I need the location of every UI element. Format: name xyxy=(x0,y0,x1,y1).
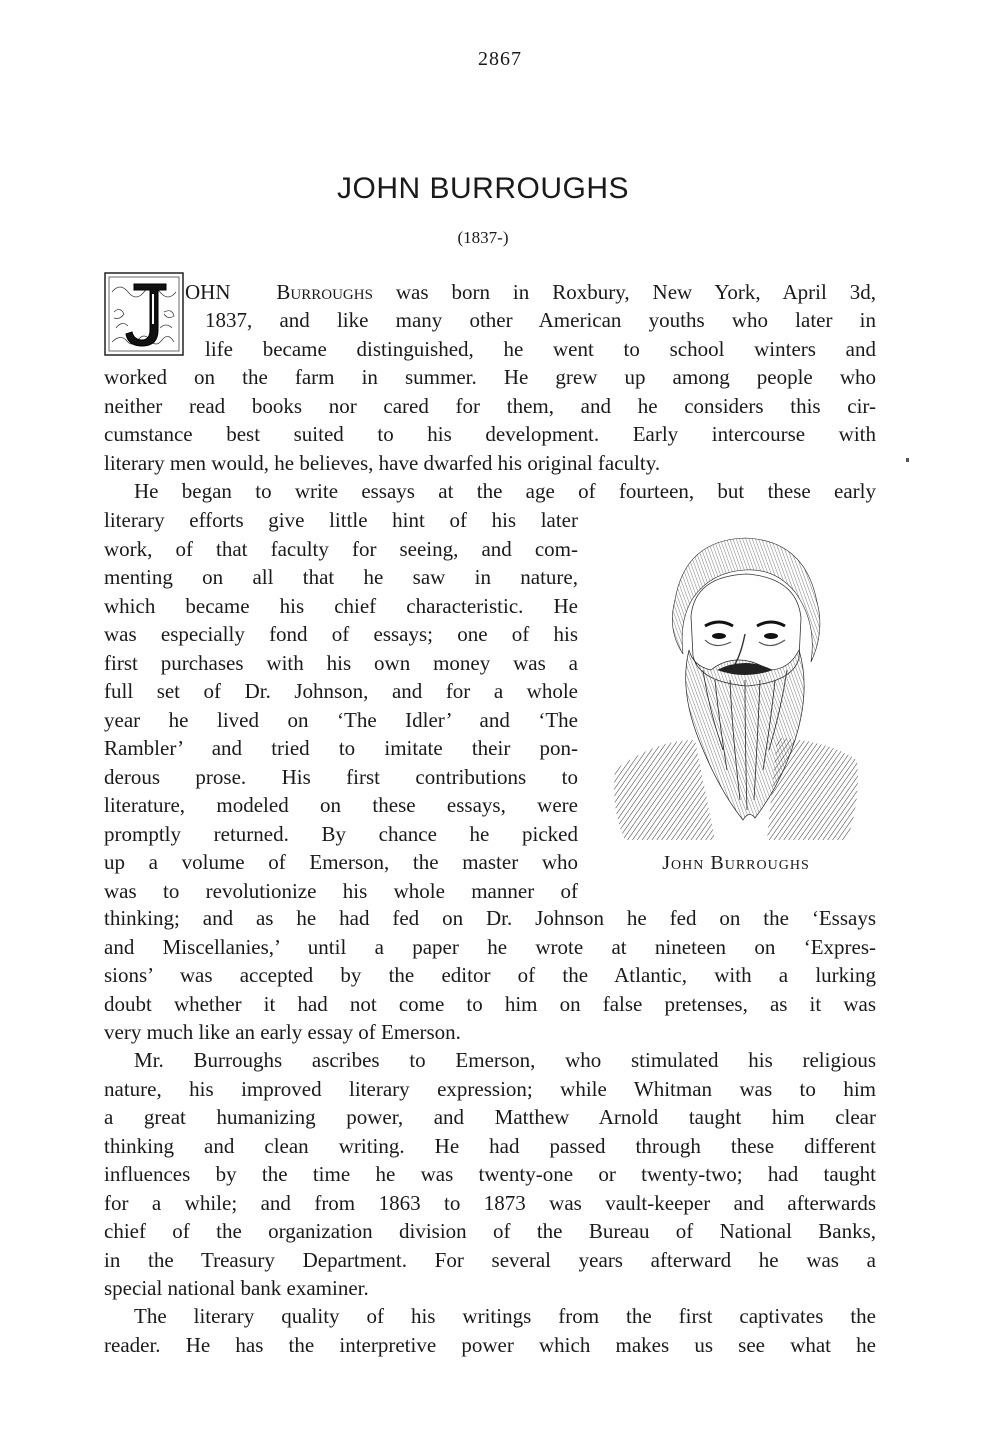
text-line: derous prose. His first contributions to xyxy=(104,764,578,789)
text-line: nature, his improved literary expression; while Whitman was to him xyxy=(104,1076,876,1101)
text-line: work, of that faculty for seeing, and com- xyxy=(104,536,578,561)
text-line: influences by the time he was twenty-one or twenty-two; had taught xyxy=(104,1162,876,1186)
text-line: in the Treasury Department. For several years afterward he was a xyxy=(104,1247,876,1272)
text-line: year he lived on ‘The Idler’ and ‘The xyxy=(104,707,578,732)
page-title: JOHN BURROUGHS xyxy=(336,172,629,205)
text-line: full set of Dr. Johnson, and for a whole xyxy=(104,679,578,703)
paragraph-1-rest xyxy=(104,363,876,477)
text-line: was especially fond of essays; one of his xyxy=(104,622,578,646)
text-line: a great humanizing power, and Matthew Arnold taught him clear xyxy=(104,1105,876,1129)
paragraph-4 xyxy=(104,1302,876,1359)
paragraph-2-line-1: He began to write essays at the age of fourteen, but these early xyxy=(134,479,876,503)
text-line: literature, modeled on these essays, were xyxy=(104,793,578,817)
text-line: The literary quality of his writings from the first captivates the xyxy=(134,1304,876,1328)
first-surname: Burroughs xyxy=(276,280,373,304)
text-line: and Miscellanies,’ until a paper he wrote at nineteen on ‘Expres- xyxy=(104,934,876,959)
ornate-initial-j-icon xyxy=(104,272,184,356)
ink-speck xyxy=(906,458,909,462)
text-line: Rambler’ and tried to imitate their pon- xyxy=(104,736,578,760)
portrait-caption: John Burroughs xyxy=(662,852,810,874)
text-line: reader. He has the interpretive power which makes us see what he xyxy=(104,1332,876,1357)
text-line: chief of the organization division of the Bureau of National Banks, xyxy=(104,1219,876,1243)
line-1-rest: was born in Roxbury, New York, April 3d, xyxy=(372,280,876,304)
text-line: first purchases with his own money was a xyxy=(104,650,578,675)
text-line: up a volume of Emerson, the master who xyxy=(104,850,578,874)
paragraph-1-line-2: 1837, and like many other American youths who later in xyxy=(205,308,876,332)
paragraph-1-line-3: life became distinguished, he went to school winters and xyxy=(205,336,876,361)
text-line: promptly returned. By chance he picked xyxy=(104,821,578,846)
text-line: sions’ was accepted by the editor of the Atlantic, with a lurking xyxy=(104,963,876,987)
text-line: neither read books nor cared for them, and he considers this cir- xyxy=(104,393,876,418)
first-word-rest: OHN xyxy=(185,280,231,304)
text-line: thinking; and as he had fed on Dr. Johnson he fed on the ‘Essays xyxy=(104,906,876,930)
page-number: 2867 xyxy=(478,48,522,70)
text-line: worked on the farm in summer. He grew up among people who xyxy=(104,365,876,389)
text-line: cumstance best suited to his development. Early intercourse with xyxy=(104,422,876,446)
paragraph-3 xyxy=(104,1046,876,1303)
text-line: literary efforts give little hint of his later xyxy=(104,508,578,532)
text-line: Mr. Burroughs ascribes to Emerson, who stimulated his religious xyxy=(134,1048,876,1072)
text-line: menting on all that he saw in nature, xyxy=(104,565,578,589)
text-line: was to revolutionize his whole manner of xyxy=(104,878,578,903)
text-line: which became his chief characteristic. He xyxy=(104,593,578,618)
paragraph-2-narrow xyxy=(104,506,578,905)
paragraph-1-line-1 xyxy=(185,278,876,307)
text-line: thinking and clean writing. He had passed through these different xyxy=(104,1133,876,1158)
text-line: for a while; and from 1863 to 1873 was vault-keeper and afterwards xyxy=(104,1190,876,1215)
paragraph-2-wide xyxy=(104,904,876,1047)
life-years: (1837-) xyxy=(457,228,509,247)
text-line: literary men would, he believes, have dwarfed his original faculty. xyxy=(104,450,661,475)
text-line: doubt whether it had not come to him on false pretenses, as it was xyxy=(104,991,876,1016)
text-line: special national bank examiner. xyxy=(104,1276,369,1300)
text-line: very much like an early essay of Emerson. xyxy=(104,1020,461,1044)
portrait-engraving-icon xyxy=(605,530,867,850)
